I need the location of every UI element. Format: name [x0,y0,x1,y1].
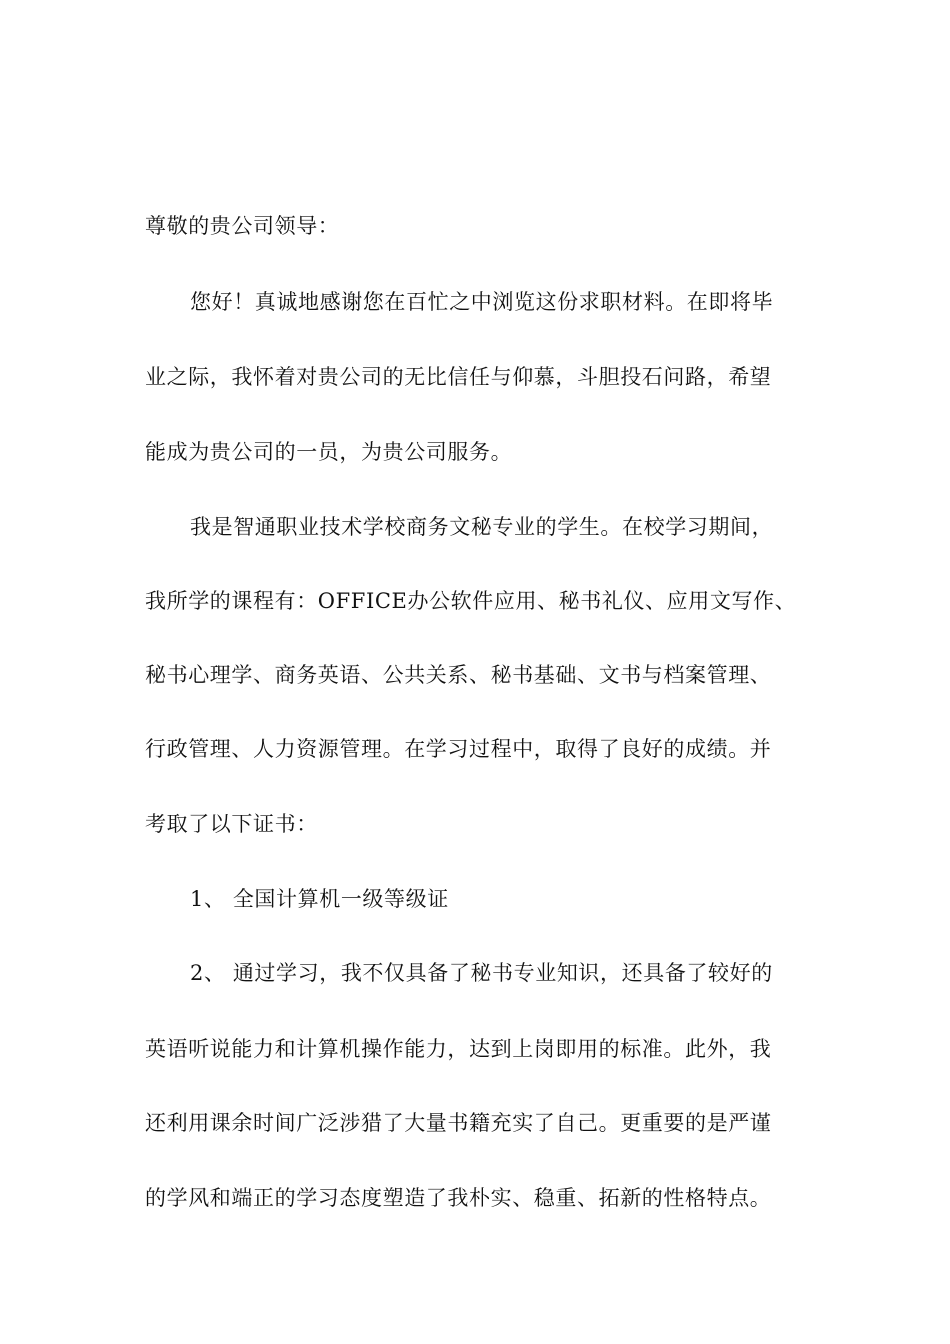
paragraph-line: 英语听说能力和计算机操作能力，达到上岗即用的标准。此外，我 [145,1037,772,1061]
paragraph-line: 的学风和端正的学习态度塑造了我朴实、稳重、拓新的性格特点。 [145,1186,772,1210]
paragraph-line: 行政管理、人力资源管理。在学习过程中，取得了良好的成绩。并 [145,737,772,761]
list-item: 2、 通过学习，我不仅具备了秘书专业知识，还具备了较好的 [190,961,773,985]
paragraph-line: 您好！真诚地感谢您在百忙之中浏览这份求职材料。在即将毕 [190,290,774,314]
paragraph-line: 考取了以下证书： [145,812,318,836]
paragraph-line: 业之际，我怀着对贵公司的无比信任与仰慕，斗胆投石问路，希望 [145,365,772,389]
paragraph-line: 能成为贵公司的一员，为贵公司服务。 [145,440,513,464]
paragraph-line: 还利用课余时间广泛涉猎了大量书籍充实了自己。更重要的是严谨 [145,1111,772,1135]
list-item: 1、 全国计算机一级等级证 [190,887,449,911]
paragraph-line: 我是智通职业技术学校商务文秘专业的学生。在校学习期间， [190,515,774,539]
paragraph-line: 秘书心理学、商务英语、公共关系、秘书基础、文书与档案管理、 [145,663,772,687]
paragraph-line: 我所学的课程有：OFFICE办公软件应用、秘书礼仪、应用文写作、 [145,589,797,613]
salutation: 尊敬的贵公司领导： [145,214,340,238]
